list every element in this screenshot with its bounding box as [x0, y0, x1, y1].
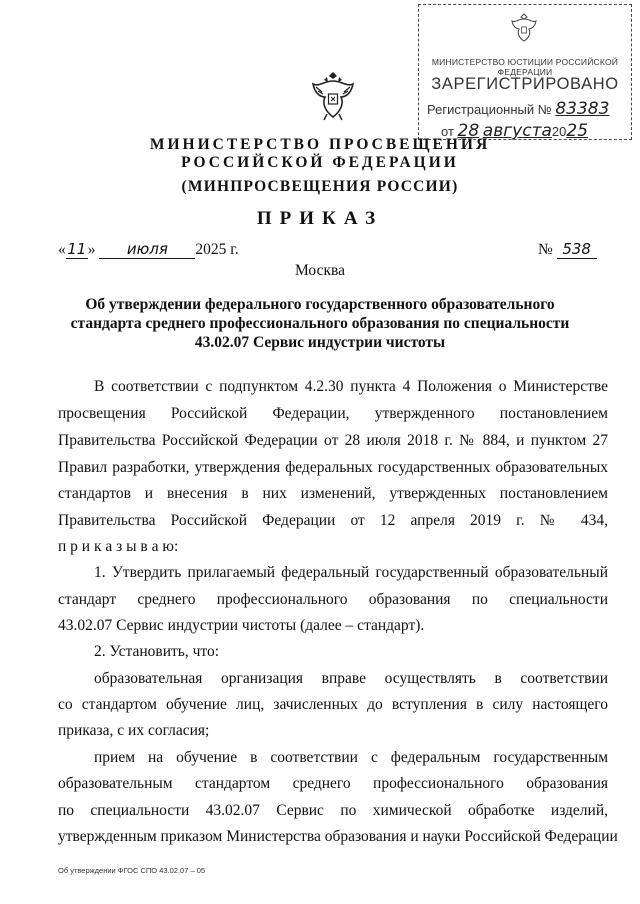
order-number — [538, 240, 597, 259]
stamp-date-month: августа — [482, 121, 552, 141]
number-value: 538 — [557, 240, 597, 259]
body-line: по специальности 43.02.07 Сервис по химической обработке изделий, — [58, 802, 608, 819]
ministry-name-line2: РОССИЙСКОЙ ФЕДЕРАЦИИ — [181, 154, 459, 171]
body-line: просвещения Российской Федерации, утвержденного постановлением — [58, 405, 608, 422]
stamp-year-suffix: 20 — [551, 124, 567, 139]
date-day: 11 — [67, 240, 87, 258]
body-line: В соответствии с подпунктом 4.2.30 пункта 4 Положения о Министерстве — [94, 378, 608, 395]
eagle-emblem-icon — [509, 11, 539, 45]
stamp-date-prefix: от — [441, 124, 454, 139]
body-line: 2. Установить, что: — [94, 643, 220, 660]
title-line: Об утверждении федерального государственного образовательного — [85, 296, 555, 313]
body-line: стандарт среднего профессионального образования по специальности — [58, 591, 608, 608]
stamp-registration-line — [427, 99, 609, 119]
date-open-quote: « — [58, 241, 66, 258]
ministry-short-name: (МИНПРОСВЕЩЕНИЯ РОССИИ) — [181, 178, 459, 195]
registration-stamp — [418, 4, 632, 140]
body-line: Правительства Российской Федерации от 28 июля 2018 г. № 884, и пунктом 27 — [58, 432, 608, 449]
stamp-reg-label: Регистрационный № — [427, 102, 552, 117]
body-line: приказа, с их согласия; — [58, 722, 210, 739]
body-line: образовательным стандартом среднего профессионального образования — [58, 775, 608, 792]
number-label: № — [538, 241, 553, 258]
body-line: утвержденным приказом Министерства образования и науки Российской Федерации — [58, 828, 618, 845]
body-line: Правительства Российской Федерации от 12 апреля 2019 г. № 434, — [58, 512, 608, 529]
order-date — [58, 240, 239, 259]
body-line: 1. Утвердить прилагаемый федеральный государственный образовательный — [94, 564, 608, 581]
date-year: 2025 г. — [195, 241, 239, 258]
city: Москва — [295, 262, 345, 279]
stamp-ministry-name: МИНИСТЕРСТВО ЮСТИЦИИ РОССИЙСКОЙ ФЕДЕРАЦИИ — [431, 57, 619, 77]
date-close-quote: » — [87, 241, 96, 258]
title-line: стандарта среднего профессионального образования по специальности — [70, 315, 570, 332]
page-footer: Об утверждении ФГОС СПО 43.02.07 – 05 — [58, 866, 206, 875]
body-line-order-word: п р и к а з ы в а ю: — [58, 538, 179, 555]
body-line: со стандартом обучение лиц, зачисленных до вступления в силу настоящего — [58, 696, 608, 713]
body-line: 43.02.07 Сервис индустрии чистоты (далее – стандарт). — [58, 617, 425, 634]
stamp-title: ЗАРЕГИСТРИРОВАНО — [431, 75, 619, 93]
body-line: стандартов и внесения в них изменений, утвержденных постановлением — [58, 485, 608, 502]
body-line: Правил разработки, утверждения федеральных государственных образовательных — [58, 459, 608, 476]
stamp-year: 25 — [566, 121, 589, 141]
coat-of-arms-icon — [310, 70, 356, 122]
date-month: июля — [99, 240, 195, 259]
body-line: прием на обучение в соответствии с федеральным государственным — [94, 749, 608, 766]
body-line: образовательная организация вправе осуществлять в соответствии — [94, 670, 608, 687]
stamp-date-day: 28 — [457, 121, 480, 141]
title-line: 43.02.07 Сервис индустрии чистоты — [194, 334, 446, 351]
ministry-name-line1: МИНИСТЕРСТВО ПРОСВЕЩЕНИЯ — [149, 136, 491, 153]
stamp-reg-number: 83383 — [555, 99, 610, 119]
document-title — [70, 295, 570, 352]
document-type: ПРИКАЗ — [256, 208, 384, 229]
